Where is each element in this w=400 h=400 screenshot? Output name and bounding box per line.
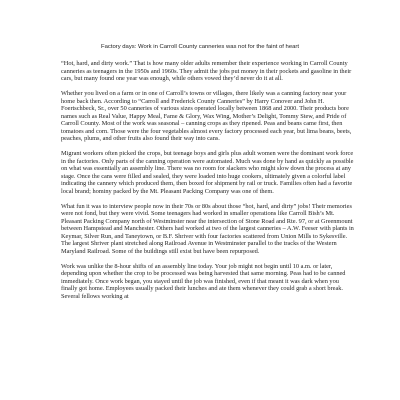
paragraph: What fun it was to interview people now in their 70s or 80s about those “hot, hard, and dirty” jobs! Their memories were not fond, but they were vivid. Some teenagers had worked in smaller operations like Carroll Bish’s Mt. Pleasant Packing Company north of Westminster near the intersection of Stone Road and Rte. 97, or at Greenmount between Hampstead and Manchester. Others had worked at two of the largest canneries – A.W. Feeser with plants in Keymar, Silver Run, and Taneytown, or B.F. Shriver with four factories scattered from Union Mills to Sykesville. The largest Shriver plant stretched along Railroad Avenue in Westminster parallel to the tracks of the Western Maryland Railroad. Some of the buildings still exist but have been repurposed. (61, 202, 354, 255)
paragraph: Migrant workers often picked the crops, but teenage boys and girls plus adult women were the dominant work force in the factories. Only parts of the canning operation were automated. Much was done by hand as quickly as possible on what was essentially an assembly line. There was no room for slackers who might slow down the process at any stage. Once the cans were filled and sealed, they were loaded into huge cookers, ultimately given a colorful label indicating the cannery which produced them, then boxed for shipment by rail or truck. Families often had a favorite local brand; hominy packed by the Mt. Pleasant Packing Company was one of them. (61, 150, 354, 195)
paragraph: “Hot, hard, and dirty work.” That is how many older adults remember their experience working in Carroll County canneries as teenagers in the 1950s and 1960s. They admit the jobs put money in their pockets and gasoline in their cars, but many found one year was enough, while others vowed they’d never do it at all. (61, 60, 352, 82)
paragraph: Work was unlike the 8-hour shifts of an assembly line today. Your job might not begin until 10 a.m. or later, depending upon whether the crop to be processed was being harvested that same morning. Peas had to be canned immediately. Once work began, you stayed until the job was finished, even if that meant it was dark when you finally got home. Employees usually packed their lunches and ate them whenever they could grab a short break. Several fellows working at (61, 262, 346, 300)
article-body (61, 60, 355, 308)
article-title: Factory days: Work in Carroll County canneries was not for the faint of heart (101, 44, 299, 50)
paragraph: Whether you lived on a farm or in one of Carroll’s towns or villages, there likely was a canning factory near your home back then. According to “Carroll and Frederick County Canneries” by Harry Conover and John H. Foertschbeck, Sr., over 50 canneries of various sizes operated locally between 1868 and 2000. Their products bore names such as Real Value, Happy Meal, Fame & Glory, Wax Wing, Mother’s Delight, Tommy Stew, and Pride of Carroll County. Most of the work was seasonal – canning crops as they ripened. Peas and beans came first, then tomatoes and corn. Those were the four vegetables almost every factory processed each year, but lima beans, beets, peaches, plums, and other fruits also found their way into cans. (61, 90, 352, 143)
